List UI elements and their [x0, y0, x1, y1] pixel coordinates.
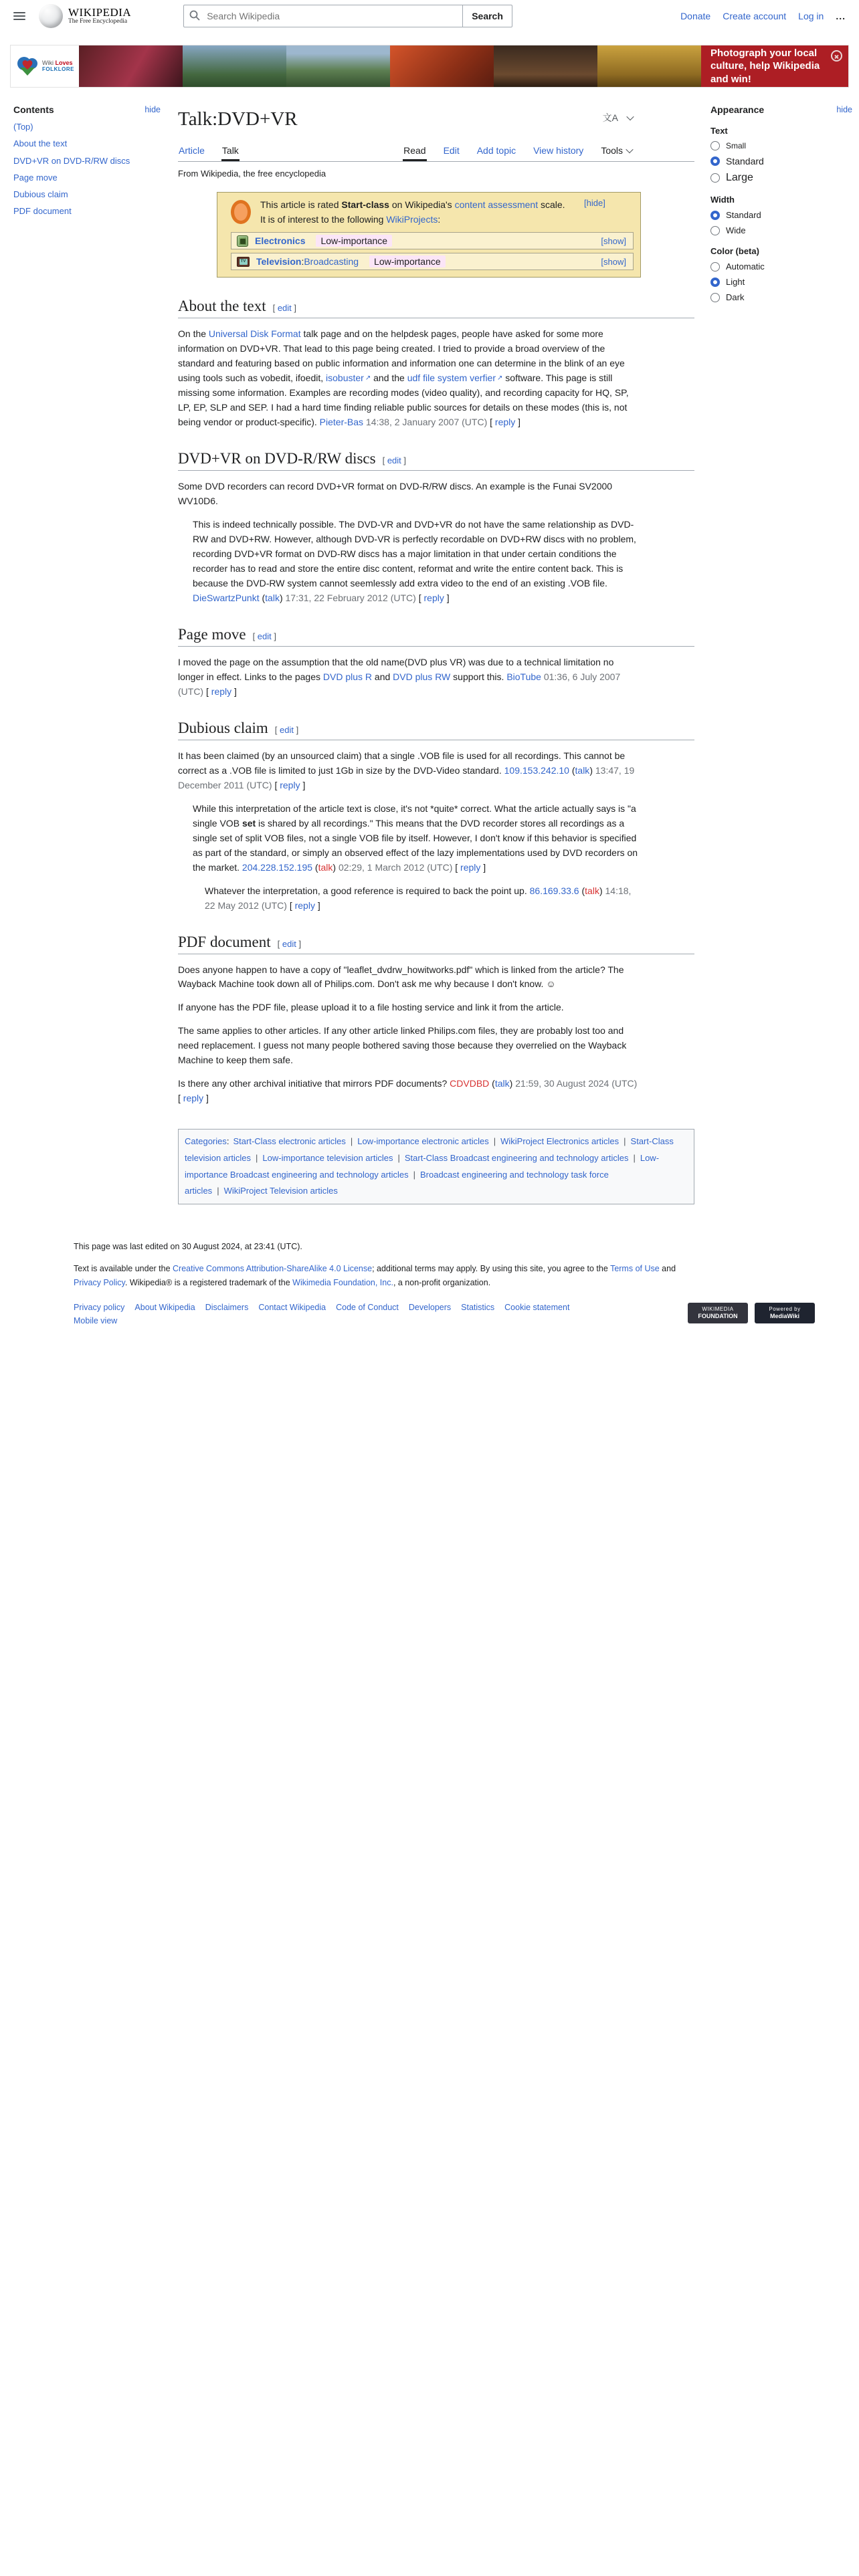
- text: [: [415, 592, 424, 603]
- radio-label: Small: [726, 141, 747, 150]
- content-area: [178, 104, 694, 1204]
- language-icon[interactable]: [603, 111, 618, 124]
- wikiprojects-interest-text: [260, 213, 575, 227]
- toc-link[interactable]: PDF document: [13, 206, 72, 217]
- chevron-down-icon: [626, 146, 633, 153]
- talk-paragraph: [178, 1077, 641, 1106]
- tab-talk[interactable]: Talk: [221, 142, 240, 161]
- radio-button[interactable]: [710, 156, 720, 166]
- folklore-heart-icon: [16, 56, 39, 77]
- text: on Wikipedia's: [389, 199, 455, 210]
- text: is shared by all recordings." This means that the DVD recorder stores all recordings as a single set of split VOB files, not a single VOB file by itself. However, I don't know if this behavior is specified as part of the standard, or simply an observed effect of the lazy implementations used by DVD recorders on the market.: [193, 817, 638, 873]
- toc-link[interactable]: About the text: [13, 138, 68, 149]
- text: If anyone has the PDF file, please upload it to a file hosting service and link it from the article.: [178, 1002, 564, 1013]
- footer-link[interactable]: Privacy policy: [74, 1303, 125, 1313]
- text-link[interactable]: reply: [211, 685, 232, 697]
- radio-button[interactable]: [710, 278, 720, 287]
- radio-button[interactable]: [710, 262, 720, 272]
- toc-item: [13, 156, 161, 167]
- search-bar: [183, 5, 512, 27]
- wordmark: WIKIPEDIA: [68, 6, 132, 19]
- text: [: [203, 685, 211, 697]
- bracket: ]: [271, 631, 276, 641]
- toc-link[interactable]: Dubious claim: [13, 189, 68, 199]
- wikiproject-row: [231, 253, 634, 270]
- text: Does anyone happen to have a copy of "leaflet_dvdrw_howitworks.pdf" which is linked from the article? The Wayback Machine took down all of Philips.com. Don't ask me why because I don't know. ☺: [178, 964, 624, 990]
- text: It is of interest to the following: [260, 213, 387, 225]
- timestamp: 02:29, 1 March 2012 (UTC): [336, 861, 453, 873]
- radio-option[interactable]: [710, 225, 852, 235]
- global-header: [0, 0, 859, 32]
- wikipedia-logo[interactable]: [39, 4, 131, 28]
- text: [: [286, 899, 295, 911]
- edit-link[interactable]: edit: [387, 455, 401, 466]
- contents-list: [13, 122, 161, 217]
- license-note: [74, 1262, 679, 1289]
- text: Whatever the interpretation, a good reference is required to back the point up.: [205, 885, 530, 896]
- taskforce-link[interactable]: Broadcasting: [304, 256, 359, 267]
- importance-badge: Low-importance: [369, 255, 446, 267]
- appearance-group-label: Width: [710, 195, 735, 205]
- text-link[interactable]: DVD plus RW: [393, 671, 451, 682]
- text: talk page and on the helpdesk pages, people have asked for some more information on DVD+VR. That lead to this page being created. I tried to provide a broad overview of the standard and featuring based on public information and information one can determine in the blink of an eye using tools such as vobedit, ifoedit,: [178, 328, 625, 384]
- bold-text: set: [242, 817, 256, 829]
- footer-link[interactable]: About Wikipedia: [134, 1303, 195, 1313]
- category-link[interactable]: Start-Class television articles: [185, 1136, 674, 1163]
- text: [: [452, 861, 461, 873]
- footer-link[interactable]: Statistics: [461, 1303, 495, 1313]
- timestamp: 13:47, 19 December 2011 (UTC): [178, 764, 635, 790]
- text: ): [589, 764, 593, 776]
- talk-section: [178, 720, 694, 914]
- bracket: ]: [294, 724, 299, 735]
- section-heading: [178, 934, 694, 954]
- separator: |: [350, 1136, 353, 1147]
- text-link[interactable]: reply: [460, 861, 481, 873]
- banner-message[interactable]: Photograph your local culture, help Wikipedia and win!: [701, 45, 848, 87]
- text: ]: [480, 861, 486, 873]
- text: Some DVD recorders can record DVD+VR format on DVD-R/RW discs. An example is the Funai SV2000 WV10D6.: [178, 481, 613, 507]
- radio-label: Automatic: [726, 261, 765, 272]
- toc-link[interactable]: DVD+VR on DVD-R/RW discs: [13, 155, 130, 166]
- separator: |: [413, 1169, 415, 1180]
- text: While this interpretation of the article text is close, it's not *quite* correct. What the article actually says is "a single VOB: [193, 802, 636, 829]
- text-link[interactable]: reply: [183, 1093, 204, 1104]
- text-link[interactable]: 204.228.152.195: [242, 861, 313, 873]
- timestamp: 14:18, 22 May 2012 (UTC): [205, 885, 632, 911]
- talk-paragraph: [193, 518, 641, 606]
- radio-label: Standard: [726, 210, 761, 220]
- radio-option[interactable]: [710, 261, 852, 272]
- text: [: [487, 417, 495, 428]
- section-heading: [178, 450, 694, 471]
- text: It has been claimed (by an unsourced claim) that a single .VOB file is used for all recordings. This cannot be correct as a .VOB file is limited to just 1Gb in size by the DVD-Video standard.: [178, 750, 626, 776]
- footer-link[interactable]: Mobile view: [74, 1316, 118, 1326]
- powered-by-mediawiki-badge[interactable]: Powered by MediaWiki: [755, 1303, 815, 1323]
- redlink[interactable]: talk: [585, 885, 599, 896]
- separator: |: [493, 1136, 496, 1147]
- text: . Wikipedia® is a registered trademark of the: [124, 1277, 293, 1287]
- wiki-loves-folklore-logo: Wiki Loves FOLKLORE: [11, 45, 79, 87]
- tab-view-history[interactable]: View history: [533, 145, 584, 156]
- page-tabs: [178, 142, 694, 162]
- text: This is indeed technically possible. The DVD-VR and DVD+VR do not have the same relationship as DVD-RW and DVD+RW. However, although DVD-VR is perfectly recordable on DVD+RW discs with no problem, recording DVD+VR format on DVD-RW discs has a major limitation in that under certain conditions the recorder has to read and store the entire disc content, reformat and write the entire content back. This is because the DVD-RW system cannot seemlessly add extra video to the end of an existing .VOB file.: [193, 519, 636, 588]
- text: Text is available under the: [74, 1264, 173, 1273]
- contents-title: Contents: [13, 104, 54, 115]
- section-heading-text: Dubious claim: [178, 719, 268, 736]
- timestamp: 17:31, 22 February 2012 (UTC): [282, 592, 416, 603]
- external-link[interactable]: isobuster ↗: [326, 372, 371, 383]
- text-link[interactable]: Terms of Use: [610, 1264, 660, 1273]
- text: ; additional terms may apply. By using this site, you agree to the: [372, 1264, 611, 1273]
- text: and: [659, 1264, 676, 1273]
- timestamp: 14:38, 2 January 2007 (UTC): [363, 417, 488, 428]
- wikiproject-row: [231, 232, 634, 249]
- text: (: [579, 885, 585, 896]
- radio-button[interactable]: [710, 173, 720, 183]
- edit-link[interactable]: edit: [277, 303, 292, 314]
- text-link[interactable]: Creative Commons Attribution-ShareAlike 4.0 License: [173, 1264, 373, 1273]
- categories-box: Categories: Start-Class electronic articles | Low-importance electronic articles | WikiProject Electronics articles | Start-Class television articles | Low-importance television articles | Start-Class Broadcast engineering and technology articles | Low-importance Broadcast engineering and technology articles | Broadcast engineering and technology task force articles | WikiProject Television articles: [178, 1129, 694, 1204]
- radio-option[interactable]: [710, 292, 852, 302]
- timestamp: 21:59, 30 August 2024 (UTC): [512, 1078, 638, 1089]
- text: This article is rated: [260, 199, 342, 210]
- appearance-sidebar: [710, 104, 852, 308]
- section-heading-text: DVD+VR on DVD-R/RW discs: [178, 450, 376, 467]
- edit-link[interactable]: edit: [282, 938, 296, 949]
- log-in-link[interactable]: Log in: [798, 11, 824, 21]
- bracket: ]: [296, 938, 302, 949]
- page-title: Talk:DVD+VR: [178, 108, 298, 130]
- footer-links: [74, 1303, 622, 1325]
- category-link[interactable]: Low-importance television articles: [262, 1152, 393, 1163]
- bracket: [: [277, 938, 282, 949]
- talk-paragraph: [178, 655, 641, 700]
- wikipedia-globe-icon: [39, 4, 63, 28]
- tab-add-topic[interactable]: Add topic: [476, 145, 516, 156]
- text-link[interactable]: reply: [494, 417, 516, 428]
- footer-link[interactable]: Contact Wikipedia: [258, 1303, 326, 1313]
- talk-section: [178, 298, 694, 430]
- text-link[interactable]: Pieter-Bas: [319, 417, 364, 428]
- search-input[interactable]: [183, 5, 463, 27]
- text: ): [599, 885, 603, 896]
- tab-edit[interactable]: Edit: [443, 145, 460, 156]
- talk-paragraph: [178, 1000, 641, 1015]
- chevron-down-icon[interactable]: [626, 112, 634, 120]
- toc-link[interactable]: (Top): [13, 122, 33, 132]
- site-banner[interactable]: [11, 45, 848, 87]
- bracket: [: [272, 303, 278, 314]
- text: ): [332, 861, 337, 873]
- text-link[interactable]: content assessment: [454, 199, 539, 210]
- wikiproject-list: [231, 232, 634, 270]
- search-button[interactable]: Search: [462, 5, 512, 27]
- text: :: [301, 256, 304, 267]
- appearance-group-label: Color (beta): [710, 246, 759, 256]
- text: ]: [231, 685, 237, 697]
- importance-badge: Low-importance: [316, 235, 392, 247]
- tools-menu[interactable]: Tools: [600, 142, 633, 161]
- text-link[interactable]: reply: [280, 779, 300, 790]
- banner-logo-text-2: FOLKLORE: [42, 66, 74, 72]
- section-heading-text: PDF document: [178, 933, 271, 950]
- edit-section: [275, 725, 298, 735]
- separator: |: [397, 1152, 400, 1163]
- talk-paragraph: [178, 749, 641, 793]
- category-link[interactable]: WikiProject Television articles: [223, 1186, 338, 1196]
- text-link[interactable]: BioTube: [506, 671, 541, 682]
- section-heading: [178, 298, 694, 318]
- talk-paragraph: [178, 963, 641, 992]
- edit-section: [278, 939, 301, 949]
- text: , a non-profit organization.: [393, 1277, 491, 1287]
- banner-photo-collage: [79, 45, 701, 87]
- text-link[interactable]: WikiProjects: [386, 213, 438, 225]
- toc-item: [13, 122, 161, 132]
- text: On the: [178, 328, 209, 340]
- talk-paragraph: [178, 479, 641, 509]
- text: ): [509, 1078, 513, 1089]
- section-heading: [178, 720, 694, 740]
- text: (: [259, 592, 266, 603]
- talk-paragraph: [178, 327, 641, 430]
- radio-button[interactable]: [710, 141, 720, 150]
- radio-button[interactable]: [710, 293, 720, 302]
- last-edited-note: This page was last edited on 30 August 2024, at 23:41 (UTC).: [74, 1242, 302, 1251]
- text: :: [438, 213, 441, 225]
- category-link[interactable]: Low-importance Broadcast engineering and technology articles: [185, 1152, 660, 1180]
- toc-item: [13, 206, 161, 217]
- radio-button[interactable]: [710, 226, 720, 235]
- edit-section: [273, 303, 296, 313]
- redlink[interactable]: CDVDBD: [450, 1078, 490, 1089]
- appearance-group: [710, 246, 852, 302]
- donate-link[interactable]: Donate: [680, 11, 711, 21]
- radio-label: Dark: [726, 292, 745, 302]
- category-link[interactable]: Start-Class electronic articles: [233, 1136, 346, 1147]
- text: Is there any other archival initiative that mirrors PDF documents?: [178, 1078, 450, 1089]
- tab-article[interactable]: Article: [179, 145, 205, 156]
- page-footer: [0, 1204, 859, 1332]
- text-link[interactable]: 86.169.33.6: [529, 885, 579, 896]
- wikiproject-link[interactable]: Electronics: [255, 235, 306, 247]
- banner-close-icon[interactable]: [831, 50, 842, 62]
- text-link[interactable]: reply: [294, 899, 315, 911]
- electronics-icon: [237, 235, 248, 247]
- text: ): [279, 592, 283, 603]
- appearance-group-label: Text: [710, 126, 728, 136]
- section-heading: [178, 626, 694, 647]
- text-link[interactable]: Universal Disk Format: [208, 328, 301, 340]
- appearance-group: [710, 195, 852, 235]
- bracket: [: [274, 724, 280, 735]
- text: I moved the page on the assumption that the old name(DVD plus VR) was due to a technical limitation no longer in effect. Links to the pages: [178, 656, 614, 682]
- category-link[interactable]: Start-Class Broadcast engineering and technology articles: [404, 1152, 629, 1163]
- text: scale.: [538, 199, 565, 210]
- edit-section: [253, 631, 276, 641]
- tagline: The Free Encyclopedia: [68, 17, 128, 25]
- show-button[interactable]: [show]: [601, 256, 626, 267]
- radio-button[interactable]: [710, 211, 720, 220]
- contents-hide-button[interactable]: hide: [145, 105, 161, 114]
- text-link[interactable]: Privacy Policy: [74, 1277, 125, 1287]
- talk-paragraph: [205, 884, 641, 914]
- text-link[interactable]: DieSwartzPunkt: [193, 592, 260, 603]
- text: ]: [314, 899, 320, 911]
- more-options-icon[interactable]: ...: [836, 11, 846, 21]
- text-link[interactable]: talk: [575, 764, 590, 776]
- user-links: [680, 11, 846, 21]
- appearance-groups: [710, 126, 852, 302]
- text-link[interactable]: talk: [265, 592, 280, 603]
- wikiproject-hide-button[interactable]: [hide]: [584, 198, 605, 208]
- radio-label: Light: [726, 277, 745, 287]
- text: [: [272, 779, 280, 790]
- bracket: [: [252, 631, 258, 641]
- edit-section: [383, 455, 406, 465]
- text: software. This page is still missing some information. Examples are recording modes (video quality), and recording capacity for HQ, SP, LP, EP, SLP and SEP. I had a hard time finding reliable public sources for details on these modes (this is, not being vendor or product-specific).: [178, 372, 629, 428]
- external-link[interactable]: udf file system verfier ↗: [407, 372, 503, 383]
- section-heading-text: About the text: [178, 298, 266, 315]
- talk-section: [178, 450, 694, 606]
- edit-link[interactable]: edit: [280, 724, 294, 735]
- toc-item: [13, 173, 161, 183]
- toc-item: [13, 138, 161, 149]
- article-rating-text: [260, 198, 575, 213]
- appearance-group: [710, 126, 852, 184]
- radio-option[interactable]: [710, 141, 852, 150]
- text: ]: [444, 592, 450, 603]
- bracket: [: [382, 455, 387, 466]
- separator: |: [217, 1186, 219, 1196]
- toc-link[interactable]: Page move: [13, 172, 58, 183]
- bold-text: Start-class: [341, 199, 389, 210]
- appearance-hide-button[interactable]: hide: [836, 105, 852, 114]
- talk-section: [178, 626, 694, 700]
- show-button[interactable]: [show]: [601, 235, 626, 246]
- television-icon: [237, 257, 250, 267]
- search-icon: [189, 10, 200, 21]
- category-link[interactable]: Broadcast engineering and technology task force articles: [185, 1169, 609, 1196]
- site-subtitle: From Wikipedia, the free encyclopedia: [178, 169, 326, 179]
- section-heading-text: Page move: [178, 625, 246, 643]
- radio-option[interactable]: [710, 277, 852, 287]
- radio-option[interactable]: [710, 210, 852, 220]
- start-class-icon: [231, 200, 251, 224]
- radio-label: Wide: [726, 225, 746, 235]
- talk-paragraph: [193, 802, 641, 875]
- talk-section: [178, 934, 694, 1107]
- separator: |: [633, 1152, 636, 1163]
- footer-link[interactable]: Developers: [408, 1303, 452, 1313]
- separator: |: [624, 1136, 626, 1147]
- bracket: ]: [401, 455, 407, 466]
- text-link[interactable]: Wikimedia Foundation, Inc.: [292, 1277, 393, 1287]
- banner-logo-text: Wiki: [42, 59, 54, 66]
- footer-link[interactable]: Code of Conduct: [336, 1303, 399, 1313]
- text: [: [178, 1093, 183, 1104]
- text: and the: [371, 372, 407, 384]
- category-link[interactable]: WikiProject Electronics articles: [500, 1136, 619, 1147]
- timestamp: 01:36, 6 July 2007 (UTC): [178, 671, 621, 697]
- redlink[interactable]: talk: [318, 861, 333, 873]
- talk-sections: [178, 298, 694, 1106]
- menu-icon[interactable]: [13, 12, 25, 20]
- text-link[interactable]: 109.153.242.10: [504, 764, 569, 776]
- tab-read[interactable]: Read: [403, 142, 426, 161]
- wikimedia-foundation-badge[interactable]: WIKIMEDIA FOUNDATION: [688, 1303, 748, 1323]
- edit-link[interactable]: edit: [257, 631, 272, 641]
- text: ]: [203, 1093, 209, 1104]
- categories-link[interactable]: Categories: [185, 1136, 227, 1147]
- category-link[interactable]: Low-importance electronic articles: [357, 1136, 489, 1147]
- footer-link[interactable]: Cookie statement: [504, 1303, 570, 1313]
- text: support this.: [450, 671, 507, 682]
- text: and: [372, 671, 393, 682]
- text: (: [489, 1078, 495, 1089]
- text: (: [569, 764, 575, 776]
- text-link[interactable]: reply: [423, 592, 444, 603]
- radio-label: Large: [726, 172, 753, 183]
- text: ]: [300, 779, 306, 790]
- separator: |: [256, 1152, 258, 1163]
- appearance-title: Appearance: [710, 104, 765, 115]
- radio-option[interactable]: [710, 172, 852, 184]
- talk-paragraph: [178, 1024, 641, 1068]
- contents-sidebar: [13, 104, 167, 223]
- radio-option[interactable]: [710, 156, 852, 167]
- radio-label: Standard: [726, 156, 764, 167]
- text: ]: [515, 417, 521, 428]
- wikiproject-banner: [217, 192, 641, 278]
- toc-item: [13, 189, 161, 200]
- footer-link[interactable]: Disclaimers: [205, 1303, 249, 1313]
- create-account-link[interactable]: Create account: [723, 11, 787, 21]
- text-link[interactable]: DVD plus R: [322, 671, 373, 682]
- text: The same applies to other articles. If any other article linked Philips.com files, they are probably lost too and need replacement. I guess not many people bothered saving those because they overrelied on the Wayback Machine to keep them safe.: [178, 1025, 627, 1066]
- text-link[interactable]: talk: [494, 1078, 510, 1089]
- tv-screen: TV: [240, 259, 248, 265]
- bracket: ]: [291, 303, 297, 314]
- text: (: [312, 861, 318, 873]
- wikiproject-link[interactable]: Television: [256, 256, 302, 267]
